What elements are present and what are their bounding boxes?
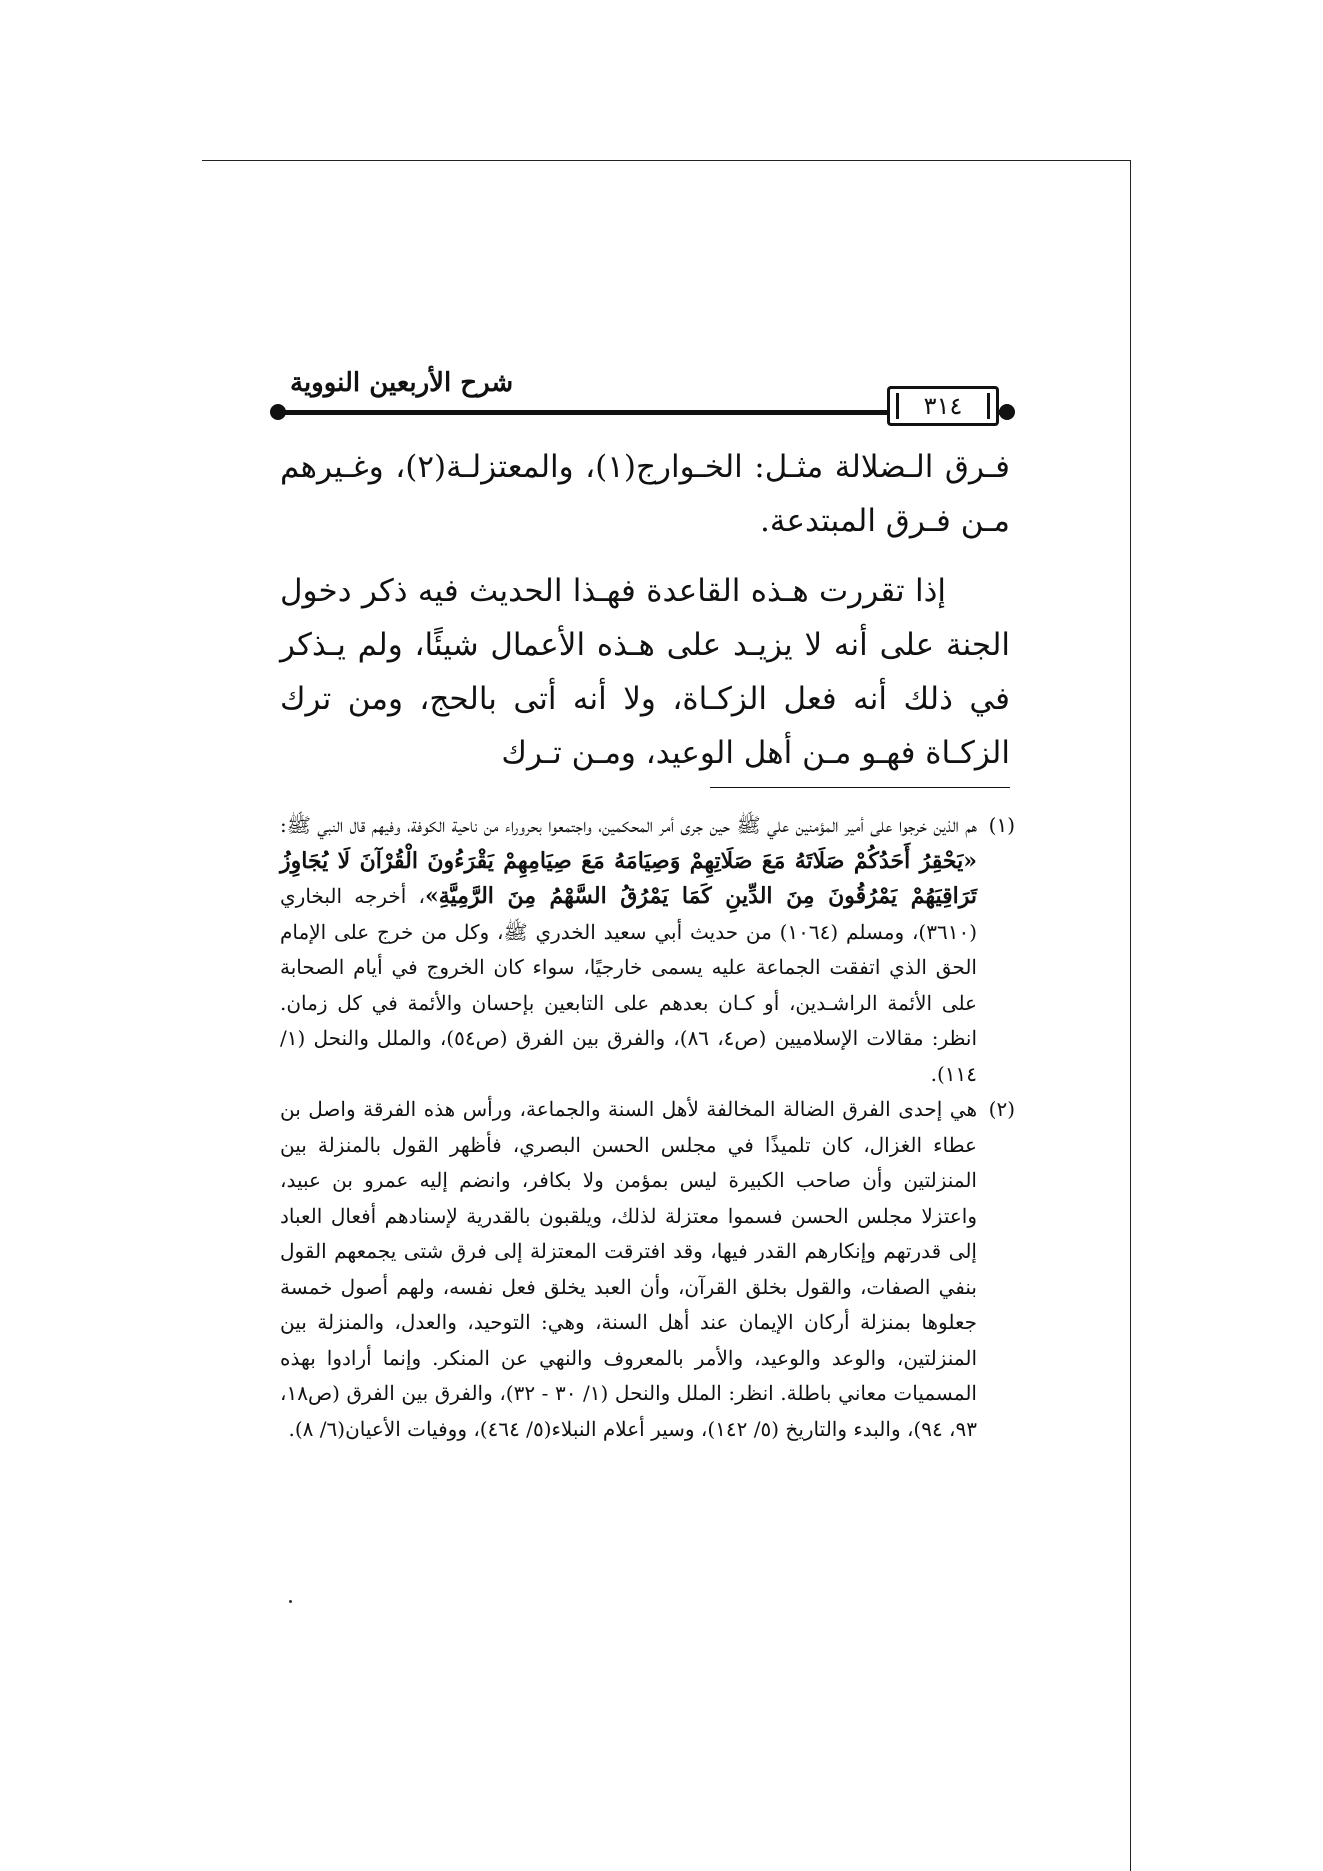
footnote-1 [280, 808, 1015, 1092]
footnote-2-number: (٢) [988, 1097, 1015, 1121]
book-title: شرح الأربعين النووية [290, 368, 514, 398]
stray-mark [289, 1600, 292, 1603]
page-header [270, 368, 1015, 428]
footnote-1-hadith: «يَحْقِرُ أَحَدُكُمْ صَلَاتَهُ مَعَ صَلَاتِهِمْ وَصِيَامَهُ مَعَ صِيَامِهِمْ يَقْرَءُونَ الْقُرْآنَ لَا يُجَاوِزُ تَرَاقِيَهُمْ يَمْرُقُونَ مِنَ الدِّينِ كَمَا يَمْرُقُ السَّهْمُ مِنَ الرَّمِيَّةِ» [280, 847, 977, 909]
footnote-1-number: (١) [988, 813, 1015, 837]
footnote-1-text-after: ، أخرجه البخاري (٣٦١٠)، ومسلم (١٠٦٤) من حديث أبي سعيد الخدري ﷺ، وكل من خرج على الإمام الحق الذي اتفقت الجماعة عليه يسمى خارجيًا، سواء كان الخروج في أيام الصحابة على الأئمة الراشـدين، أو كـان بعدهم على التابعين بإحسان والأئمة في كل زمان. انظر: مقالات الإسلاميين (ص٤، ٨٦)، والفرق بين الفرق (ص٥٤)، والملل والنحل (١/ ١١٤). [280, 884, 978, 1086]
main-paragraph-1: فـرق الـضلالة مثـل: الخـوارج(١)، والمعتزلـة(٢)، وغـيرهم مـن فـرق المبتدعة. [280, 449, 1010, 539]
footnote-2 [280, 1092, 1015, 1447]
footnote-1-text-before: هم الذين خرجوا على أمير المؤمنين علي ﷺ حين جرى أمر المحكمين، واجتمعوا بحروراء من ناحية الكوفة، وفيهم قال النبي ﷺ: [280, 813, 977, 837]
header-ornament-dot-right [999, 404, 1015, 420]
page-frame-top-line [202, 160, 1131, 161]
page-number-text: ٣١٤ [923, 392, 963, 420]
page-frame-right-line [1130, 160, 1131, 1871]
footnotes [280, 808, 1015, 1447]
main-paragraph-2: إذا تقررت هـذه القاعدة فهـذا الحديث فيه ذكر دخول الجنة على أنه لا يزيـد على هـذه الأعمال شيئًا، ولم يـذكر في ذلك أنه فعل الزكـاة، ولا أنه أتى بالحج، ومن ترك الزكـاة فهـو مـن أهل الوعيد، ومـن تـرك [280, 573, 1010, 771]
footnote-2-text: هي إحدى الفرق الضالة المخالفة لأهل السنة والجماعة، ورأس هذه الفرقة واصل بن عطاء الغزال، كان تلميذًا في مجلس الحسن البصري، فأظهر القول بالمنزلة بين المنزلتين وأن صاحب الكبيرة ليس بمؤمن ولا بكافر، وانضم إليه عمرو بن عبيد، واعتزلا مجلس الحسن فسموا معتزلة لذلك، ويلقبون بالقدرية لإسنادهم أفعال العباد إلى قدرتهم وإنكارهم القدر فيها، وقد افترقت المعتزلة إلى فرق شتى يجمعهم القول بنفي الصفات، والقول بخلق القرآن، وأن العبد يخلق فعل نفسه، ولهم أصول خمسة جعلوها بمنزلة أركان الإيمان عند أهل السنة، وهي: التوحيد، والعدل، والمنزلة بين المنزلتين، والوعد والوعيد، والأمر بالمعروف والنهي عن المنكر. وإنما أرادوا بهذه المسميات معاني باطلة. انظر: الملل والنحل (١/ ٣٠ - ٣٢)، والفرق بين الفرق (ص١٨، ٩٣، ٩٤)، والبدء والتاريخ (٥/ ١٤٢)، وسير أعلام النبلاء(٥/ ٤٦٤)، ووفيات الأعيان(٦/ ٨). [280, 1097, 978, 1441]
page-number [887, 386, 999, 426]
footnote-separator [710, 787, 1010, 788]
main-text [280, 440, 1010, 780]
header-ornament-dot-left [270, 404, 286, 420]
